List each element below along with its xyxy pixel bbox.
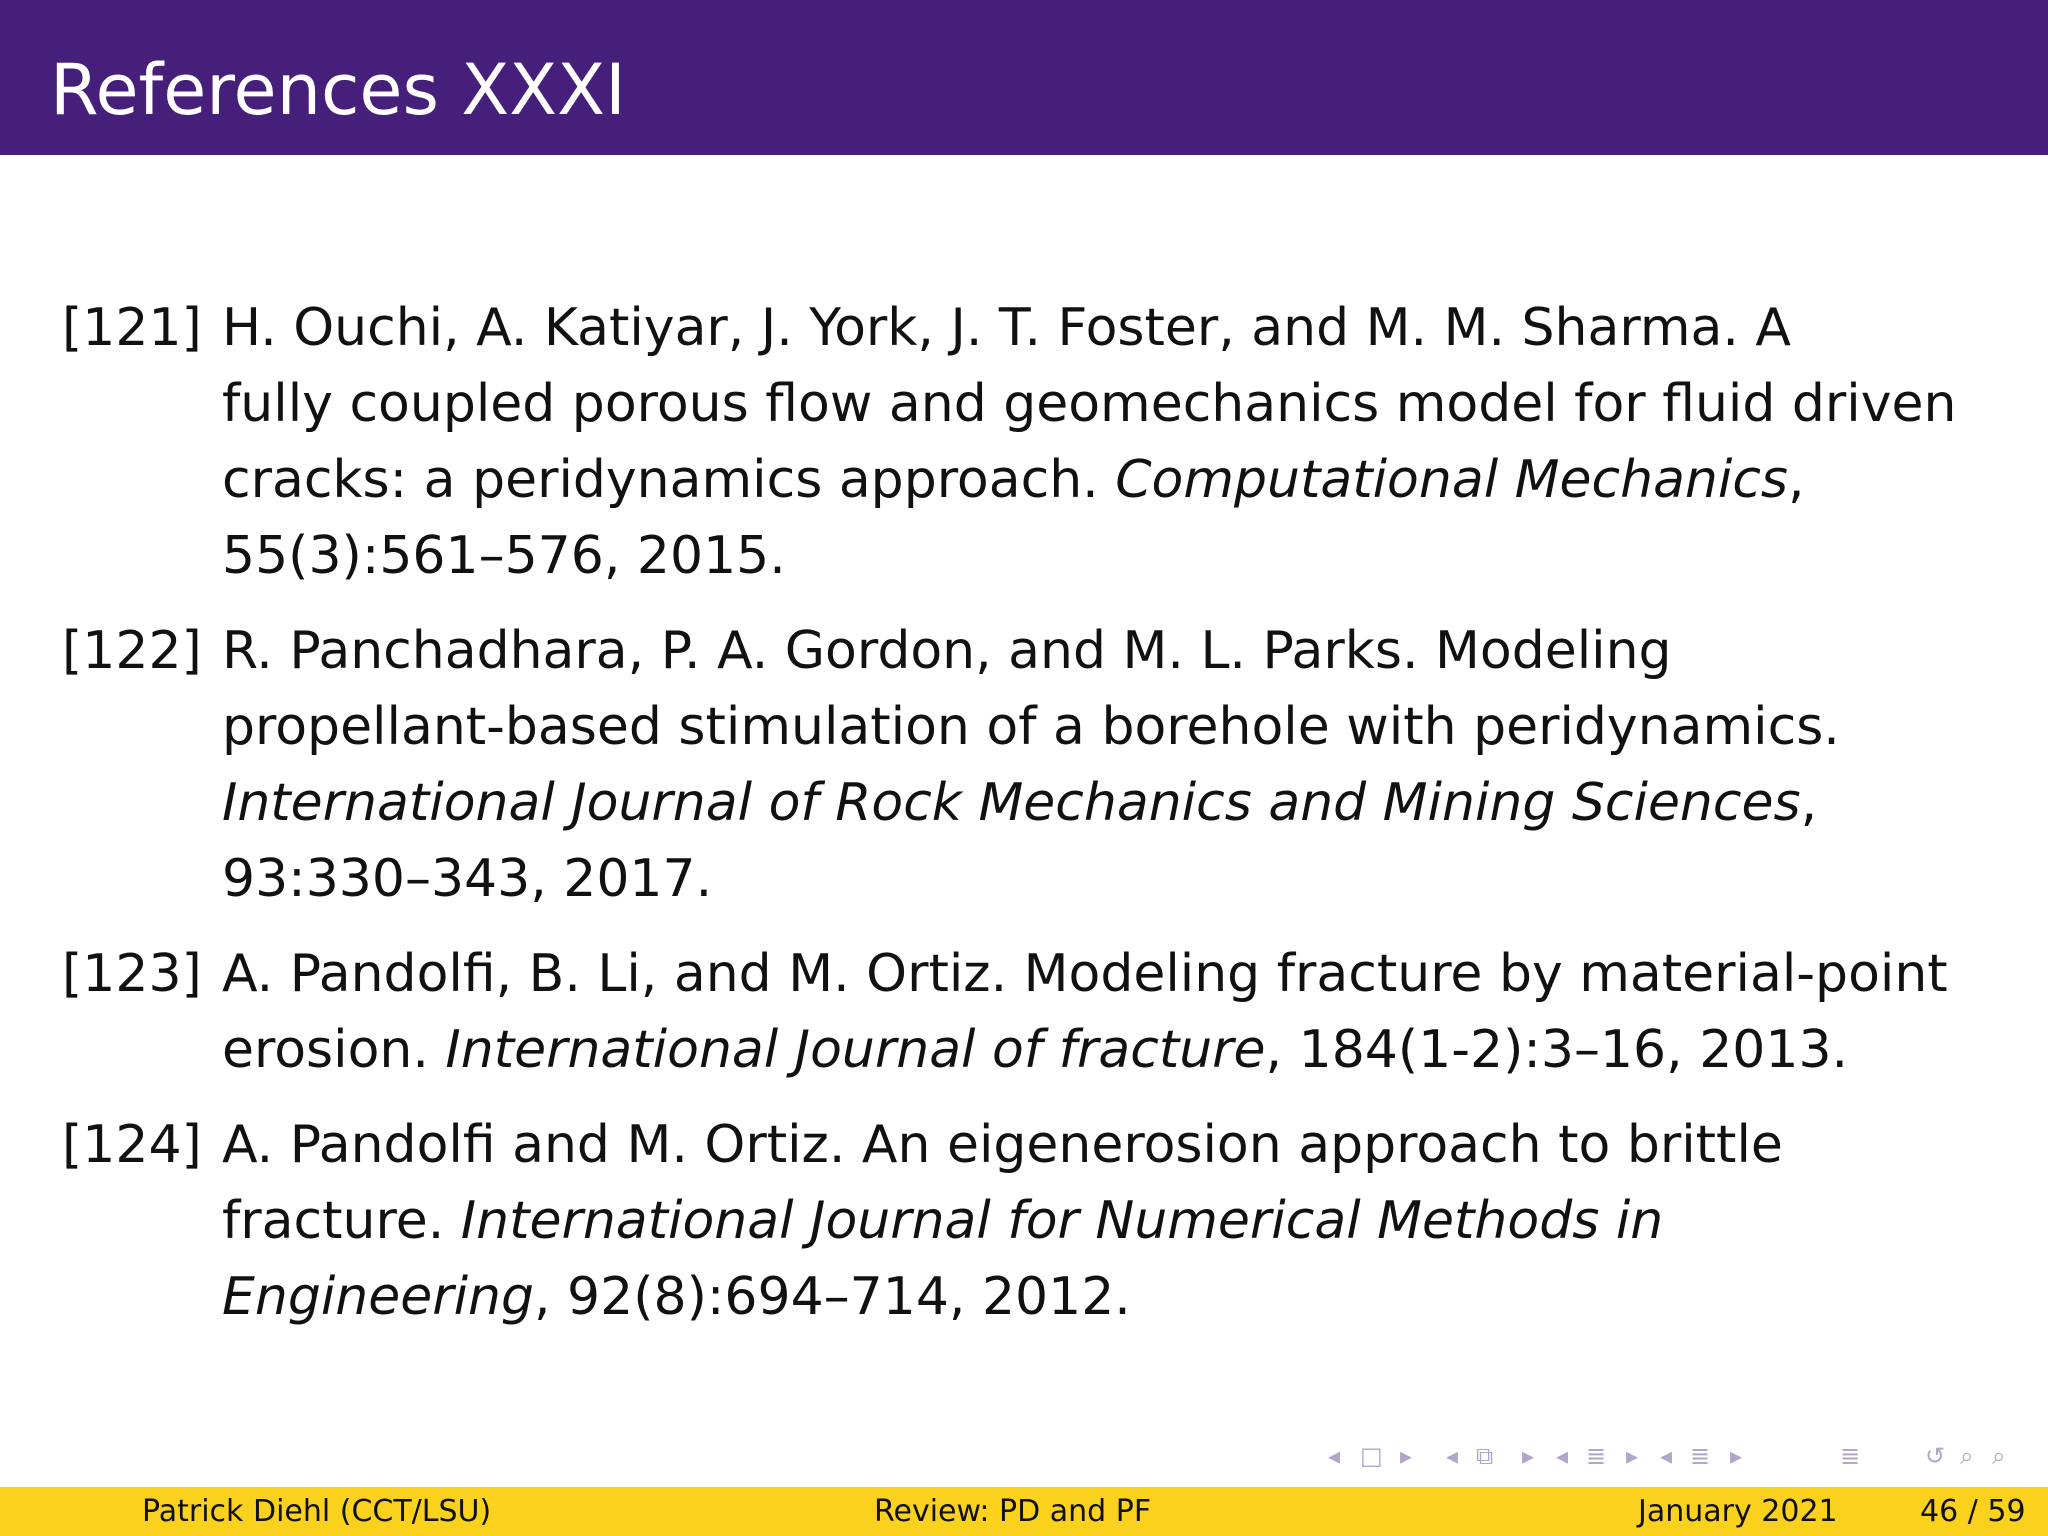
reference-line [222,1107,2022,1183]
nav-next-frame-icon[interactable]: ▸ [1400,1442,1413,1470]
reference-journal: Computational Mechanics [1115,450,1789,510]
reference-line [222,366,2022,442]
slide-header [0,0,2048,155]
reference-line [222,936,2022,1012]
reference-segment: erosion. [222,1020,446,1080]
reference-number: [123] [62,944,202,1004]
nav-part-icon[interactable]: ≣ [1690,1442,1711,1470]
reference-line [222,518,2022,594]
slide-footer [0,1487,2048,1536]
reference-segment: , [1788,450,1805,510]
reference-text [222,613,2022,917]
reference-segment: , 184(1-2):3–16, 2013. [1265,1020,1849,1080]
reference-segment: 55(3):561–576, 2015. [222,526,786,586]
reference-segment: A. Pandolfi and M. Ortiz. An eigenerosion approach to brittle [222,1115,1783,1175]
reference-line [222,689,2022,765]
beamer-navigation [1320,1438,2040,1478]
reference-number: [124] [62,1115,202,1175]
reference-segment: , 92(8):694–714, 2012. [534,1267,1131,1327]
reference-segment: , [1800,773,1818,833]
reference-segment: R. Panchadhara, P. A. Gordon, and M. L. Parks. Modeling [222,621,1672,681]
reference-journal: International Journal of Rock Mechanics and Mining Sciences [222,773,1801,833]
nav-next-subsection-icon[interactable]: ▸ [1522,1442,1535,1470]
nav-outline-icon[interactable]: ≣ [1840,1442,1861,1470]
slide-title: References XXXI [50,49,626,131]
nav-subsection-icon[interactable]: ⧉ [1476,1442,1494,1470]
reference-segment: propellant-based stimulation of a borehole with peridynamics. [222,697,1840,757]
nav-back-icon[interactable]: ↺ [1925,1442,1946,1470]
reference-text [222,290,2022,594]
nav-search-icon[interactable]: ⌕ [1960,1442,1974,1470]
footer-short-title: Review: PD and PF [874,1494,1152,1529]
reference-line [222,1012,2022,1088]
nav-prev-section-icon[interactable]: ◂ [1556,1442,1569,1470]
nav-prev-subsection-icon[interactable]: ◂ [1446,1442,1459,1470]
reference-line [222,1259,2022,1335]
reference-line [222,1183,2022,1259]
reference-line [222,765,2022,841]
reference-line [222,841,2022,917]
footer-page-number: 46 / 59 [1920,1494,2026,1529]
reference-segment: H. Ouchi, A. Katiyar, J. York, J. T. Foster, and M. M. Sharma. A [222,298,1791,358]
nav-prev-frame-icon[interactable]: ◂ [1328,1442,1341,1470]
reference-segment: fracture. [222,1191,461,1251]
reference-line [222,442,2022,518]
reference-number: [121] [62,298,202,358]
nav-section-icon[interactable]: ≣ [1586,1442,1607,1470]
nav-frame-icon[interactable]: □ [1360,1442,1383,1470]
reference-line [222,613,2022,689]
reference-segment: fully coupled porous flow and geomechanics model for fluid driven [222,374,1957,434]
reference-journal: International Journal for Numerical Methods in [460,1191,1664,1251]
reference-journal: Engineering [222,1267,534,1327]
nav-next-section-icon[interactable]: ▸ [1626,1442,1639,1470]
nav-search-forward-icon[interactable]: ⌕ [1992,1442,2006,1470]
nav-next-part-icon[interactable]: ▸ [1730,1442,1743,1470]
reference-text [222,936,2022,1088]
reference-number: [122] [62,621,202,681]
reference-line [222,290,2022,366]
reference-segment: 93:330–343, 2017. [222,849,713,909]
reference-segment: cracks: a peridynamics approach. [222,450,1116,510]
footer-author: Patrick Diehl (CCT/LSU) [142,1494,492,1529]
reference-segment: A. Pandolfi, B. Li, and M. Ortiz. Modeling fracture by material-point [222,944,1948,1004]
reference-journal: International Journal of fracture [445,1020,1266,1080]
nav-prev-part-icon[interactable]: ◂ [1660,1442,1673,1470]
reference-text [222,1107,2022,1335]
footer-date: January 2021 [1638,1494,1838,1529]
